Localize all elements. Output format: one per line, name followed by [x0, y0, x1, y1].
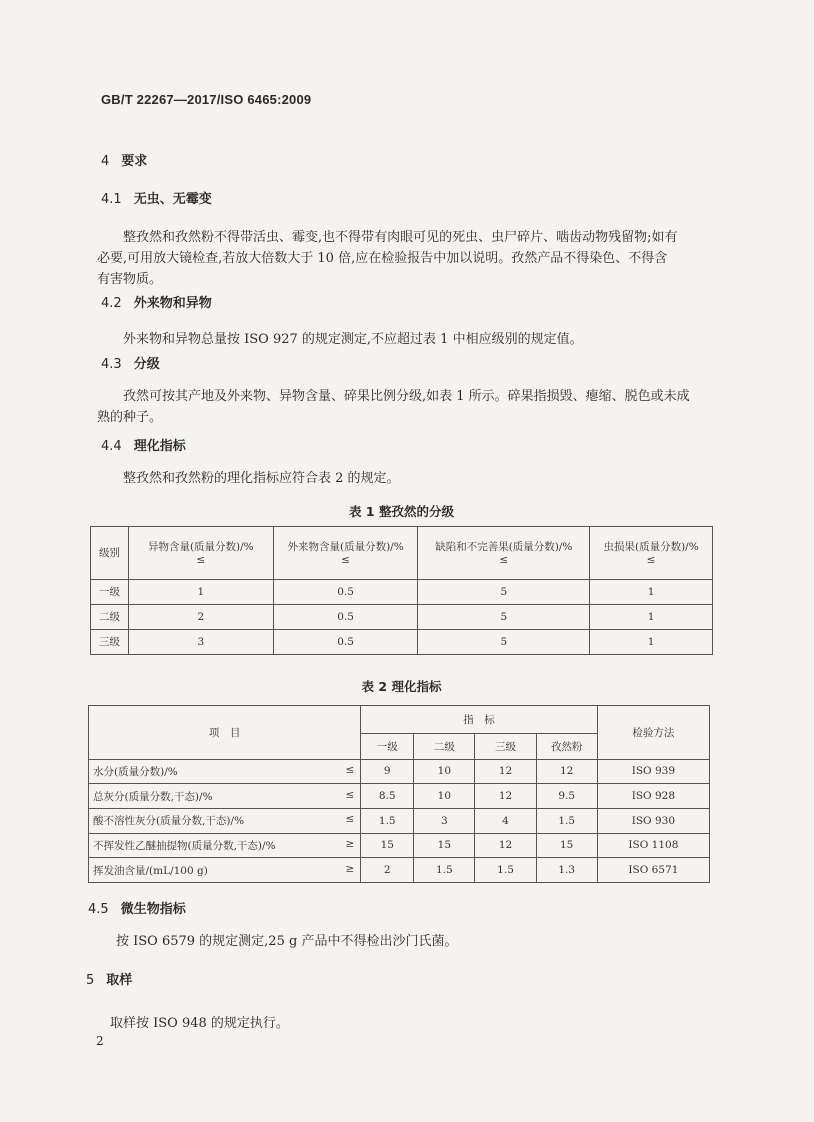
section-title: 理化指标	[133, 439, 186, 454]
section-4-4-heading	[101, 435, 186, 454]
table-2-caption: 表 2 理化指标	[361, 679, 442, 694]
table-cell: 10	[414, 784, 475, 809]
table-header-cell: 级别	[91, 527, 129, 580]
table-item-cell: 总灰分(质量分数,干态)/% ≤	[89, 784, 361, 809]
table-cell: 1	[590, 604, 713, 629]
section-title: 要求	[121, 154, 148, 169]
table-cell: 10	[414, 759, 475, 784]
section-4-2-heading	[101, 292, 212, 311]
table-cell: 3	[414, 808, 475, 833]
table-header-row	[89, 706, 710, 734]
table-cell: 1.5	[536, 808, 597, 833]
paragraph-line: 有害物质。	[97, 272, 163, 287]
paragraph-line: 外来物和异物总量按 ISO 927 的规定测定,不应超过表 1 中相应级别的规定值。	[123, 332, 583, 347]
table-method-cell: ISO 6571	[597, 858, 709, 883]
table-cell: 8.5	[361, 784, 414, 809]
table-header-index: 指 标	[361, 706, 598, 734]
table-cell: 三级	[91, 629, 129, 654]
table-cell: 15	[536, 833, 597, 858]
section-4-heading	[101, 150, 147, 169]
section-number: 4.3	[101, 357, 122, 372]
table-cell: 1.5	[361, 808, 414, 833]
table-header-cell: 异物含量(质量分数)/% ≤	[128, 527, 273, 580]
table-cell: 0.5	[273, 629, 418, 654]
table-cell: 3	[128, 629, 273, 654]
table-cell: 15	[361, 833, 414, 858]
section-number: 4.1	[101, 192, 122, 207]
paragraph-line: 熟的种子。	[97, 410, 163, 425]
section-title: 外来物和异物	[133, 296, 212, 311]
paragraph-line: 按 ISO 6579 的规定测定,25 g 产品中不得检出沙门氏菌。	[116, 934, 458, 949]
paragraph-line: 孜然可按其产地及外来物、异物含量、碎果比例分级,如表 1 所示。碎果指损毁、瘪缩、脱色或未成	[123, 389, 690, 404]
table-subheader-cell: 二级	[414, 733, 475, 759]
table-row	[91, 604, 713, 629]
section-title: 分级	[133, 357, 160, 372]
table-cell: 1	[590, 629, 713, 654]
table-cell: 9.5	[536, 784, 597, 809]
section-title: 微生物指标	[120, 902, 186, 917]
section-number: 4.4	[101, 439, 122, 454]
table-item-cell: 水分(质量分数)/% ≤	[89, 759, 361, 784]
table-cell: 12	[536, 759, 597, 784]
paragraph-line: 整孜然和孜然粉的理化指标应符合表 2 的规定。	[123, 471, 400, 486]
table-header-cell: 外来物含量(质量分数)/% ≤	[273, 527, 418, 580]
table-method-cell: ISO 939	[597, 759, 709, 784]
section-4-1-paragraph	[97, 227, 727, 290]
section-4-3-heading	[101, 353, 160, 372]
table-header-method: 检验方法	[597, 706, 709, 760]
table-cell: 2	[361, 858, 414, 883]
section-4-5-heading	[88, 898, 186, 917]
table-2-physicochemical	[88, 705, 710, 883]
table-item-cell: 挥发油含量/(mL/100 g) ≥	[89, 858, 361, 883]
table-row	[89, 833, 710, 858]
table-cell: 9	[361, 759, 414, 784]
section-number: 4.5	[88, 902, 109, 917]
table-cell: 5	[418, 629, 590, 654]
table-cell: 5	[418, 604, 590, 629]
section-4-2-paragraph	[123, 329, 583, 350]
table-cell: 1	[128, 579, 273, 604]
table-row	[91, 629, 713, 654]
section-number: 4.2	[101, 296, 122, 311]
table-row	[89, 759, 710, 784]
table-item-cell: 不挥发性乙醚抽提物(质量分数,干态)/% ≥	[89, 833, 361, 858]
table-header-cell: 虫损果(质量分数)/% ≤	[590, 527, 713, 580]
table-cell: 5	[418, 579, 590, 604]
table-cell: 1.5	[475, 858, 536, 883]
table-cell: 12	[475, 784, 536, 809]
table-1-grading	[90, 526, 713, 655]
paragraph-line: 取样按 ISO 948 的规定执行。	[110, 1016, 289, 1031]
table-subheader-cell: 一级	[361, 733, 414, 759]
section-4-1-heading	[101, 188, 212, 207]
paragraph-line: 必要,可用放大镜检查,若放大倍数大于 10 倍,应在检验报告中加以说明。孜然产品不得染色、不得含	[97, 251, 668, 266]
table-row	[89, 784, 710, 809]
table-method-cell: ISO 1108	[597, 833, 709, 858]
table-cell: 12	[475, 759, 536, 784]
section-4-4-paragraph	[123, 468, 400, 489]
table-1-caption: 表 1 整孜然的分级	[349, 504, 454, 519]
table-cell: 1.5	[414, 858, 475, 883]
table-header-item: 项 目	[89, 706, 361, 760]
section-5-paragraph	[110, 1013, 289, 1034]
paragraph-line: 整孜然和孜然粉不得带活虫、霉变,也不得带有肉眼可见的死虫、虫尸碎片、啮齿动物残留物;如有	[123, 230, 678, 245]
table-subheader-cell: 三级	[475, 733, 536, 759]
table-row	[89, 858, 710, 883]
page-number: 2	[96, 1034, 104, 1048]
table-cell: 1	[590, 579, 713, 604]
table-cell: 12	[475, 833, 536, 858]
table-header-row	[91, 527, 713, 580]
section-title: 取样	[106, 973, 133, 988]
table-cell: 2	[128, 604, 273, 629]
section-4-3-paragraph	[97, 386, 727, 428]
table-cell: 一级	[91, 579, 129, 604]
table-row	[89, 808, 710, 833]
section-4-5-paragraph	[116, 931, 457, 952]
table-row	[91, 579, 713, 604]
section-number: 5	[86, 973, 95, 988]
section-number: 4	[101, 154, 110, 169]
section-5-heading	[86, 969, 132, 988]
table-cell: 0.5	[273, 579, 418, 604]
table-cell: 4	[475, 808, 536, 833]
table-cell: 0.5	[273, 604, 418, 629]
table-subheader-cell: 孜然粉	[536, 733, 597, 759]
standard-code-header: GB/T 22267—2017/ISO 6465:2009	[101, 92, 312, 107]
table-cell: 1.3	[536, 858, 597, 883]
table-header-cell: 缺陷和不完善果(质量分数)/% ≤	[418, 527, 590, 580]
table-cell: 二级	[91, 604, 129, 629]
table-cell: 15	[414, 833, 475, 858]
table-item-cell: 酸不溶性灰分(质量分数,干态)/% ≤	[89, 808, 361, 833]
section-title: 无虫、无霉变	[133, 192, 212, 207]
table-method-cell: ISO 928	[597, 784, 709, 809]
table-method-cell: ISO 930	[597, 808, 709, 833]
